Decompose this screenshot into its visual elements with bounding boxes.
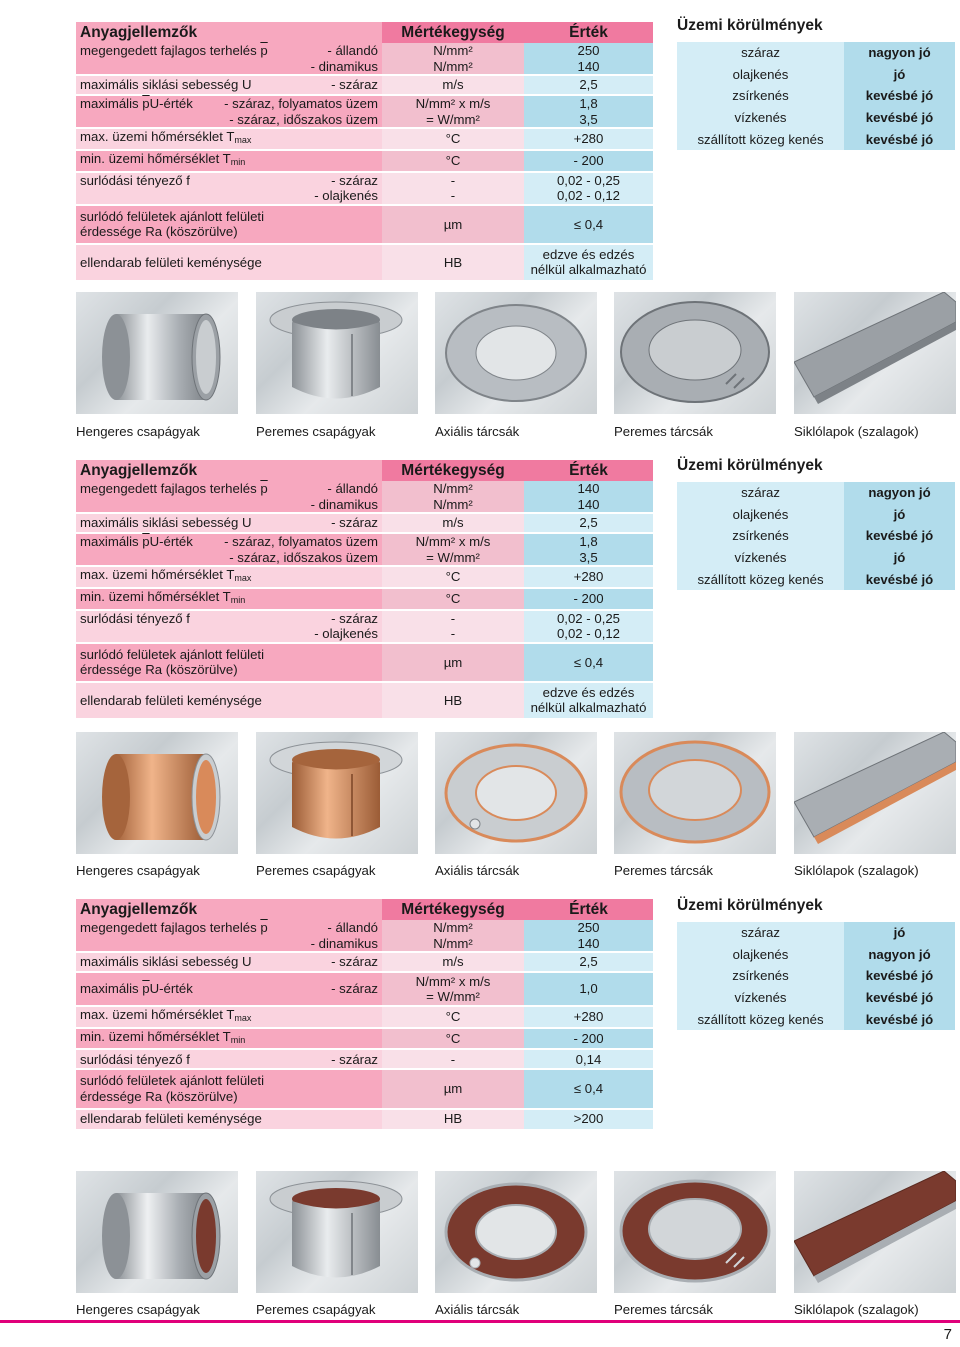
photo-thrust-washer <box>435 1171 597 1293</box>
photo-cylindrical-bearing <box>76 732 238 854</box>
conditions-table-3: száraz jó olajkenés nagyon jó zsírkenés kevésbé jó vízkenés kevésbé jó szállított közeg kenés kevésbé jó <box>677 922 955 1030</box>
properties-table-2: Anyagjellemzők Mértékegység Érték megengedett fajlagos terhelés $\overline{p}$ - állandó N/mm² 140 - dinamikus N/mm² 140 maximális siklási sebesség U - száraz m/s 2,5 maximális $\overline{p}U$-érték - száraz, folyamatos üzem N/mm² x m/s 1,8 - száraz, időszakos üzem = W/mm² 3,5 max. üzemi hőmérséklet $T_{max}$ °C +280 min. üzemi hőmérséklet $T_{min}$ °C - 200 surlódási tényező f - száraz - 0,02 - 0,25 - olajkenés - 0,02 - 0,12 surlódó felületek ajánlott felületi érdessége Ra (köszörülve) µm ≤ 0,4 ellendarab felületi keménysége HB edzve és edzés nélkül alkalmazható <box>76 460 653 718</box>
photo-flanged-bearing <box>256 1171 418 1293</box>
photo-cylindrical-bearing <box>76 292 238 414</box>
page-rule <box>0 1320 960 1323</box>
value-dynamic: 140 <box>524 59 653 76</box>
caption-flanged-washer: Peremes tárcsák <box>614 424 713 439</box>
photo-flanged-washer <box>614 292 776 414</box>
photo-flanged-washer <box>614 1171 776 1293</box>
photo-sliding-plate <box>794 732 956 854</box>
unit-header: Mértékegység <box>382 22 524 43</box>
conditions-title: Üzemi körülmények <box>677 17 823 34</box>
photo-sliding-plate <box>794 292 956 414</box>
load-label: megengedett fajlagos terhelés <box>80 43 257 58</box>
caption-plates: Siklólapok (szalagok) <box>794 424 919 439</box>
value-static: 250 <box>524 43 653 59</box>
properties-table-1: Anyagjellemzők Mértékegység Érték megengedett fajlagos terhelés $\overline{p}$ - állandó N/mm² 250 - dinamikus N/mm² 140 maximális siklási sebesség U - száraz m/s 2,5 maximális $\overline{p}U$-érték - száraz, folyamatos üzem N/mm² x m/s 1,8 - száraz, időszakos üzem = W/mm² 3,5 max. üzemi hőmérséklet $T_{max}$ °C +280 min. üzemi hőmérséklet $T_{min}$ °C - 200 surlódási tényező f - száraz - 0,02 - 0,25 - olajkenés - 0,02 - 0,12 surlódó felületek ajánlott felületi érdessége Ra (köszörülve) µm ≤ 0,4 ellendarab felületi keménysége HB edzve és edzés nélkül alkalmazható <box>76 22 653 280</box>
properties-table-3: Anyagjellemzők Mértékegység Érték megengedett fajlagos terhelés $\overline{p}$ - állandó N/mm² 250 - dinamikus N/mm² 140 maximális siklási sebesség U - száraz m/s 2,5 maximális $\overline{p}U$-érték - száraz N/mm² x m/s = W/mm² 1,0 max. üzemi hőmérséklet $T_{max}$ °C +280 min. üzemi hőmérséklet $T_{min}$ °C - 200 surlódási tényező f - száraz - 0,14 surlódó felületek ajánlott felületi érdessége Ra (köszörülve) µm ≤ 0,4 ellendarab felületi keménysége HB >200 <box>76 899 653 1129</box>
caption-cylindrical: Hengeres csapágyak <box>76 424 200 439</box>
photo-thrust-washer <box>435 292 597 414</box>
photo-flanged-bearing <box>256 732 418 854</box>
photo-flanged-bearing <box>256 292 418 414</box>
photo-sliding-plate <box>794 1171 956 1293</box>
photo-cylindrical-bearing <box>76 1171 238 1293</box>
caption-flanged: Peremes csapágyak <box>256 424 376 439</box>
photo-flanged-washer <box>614 732 776 854</box>
photo-thrust-washer <box>435 732 597 854</box>
page-number: 7 <box>943 1326 952 1343</box>
conditions-table-2: száraz nagyon jó olajkenés jó zsírkenés kevésbé jó vízkenés jó szállított közeg kenés kevésbé jó <box>677 482 955 590</box>
props-header: Anyagjellemzők <box>76 22 382 43</box>
caption-thrust: Axiális tárcsák <box>435 424 520 439</box>
value-header: Érték <box>524 22 653 43</box>
conditions-table-1: száraz nagyon jó olajkenés jó zsírkenés kevésbé jó vízkenés kevésbé jó szállított közeg kenés kevésbé jó <box>677 42 955 150</box>
